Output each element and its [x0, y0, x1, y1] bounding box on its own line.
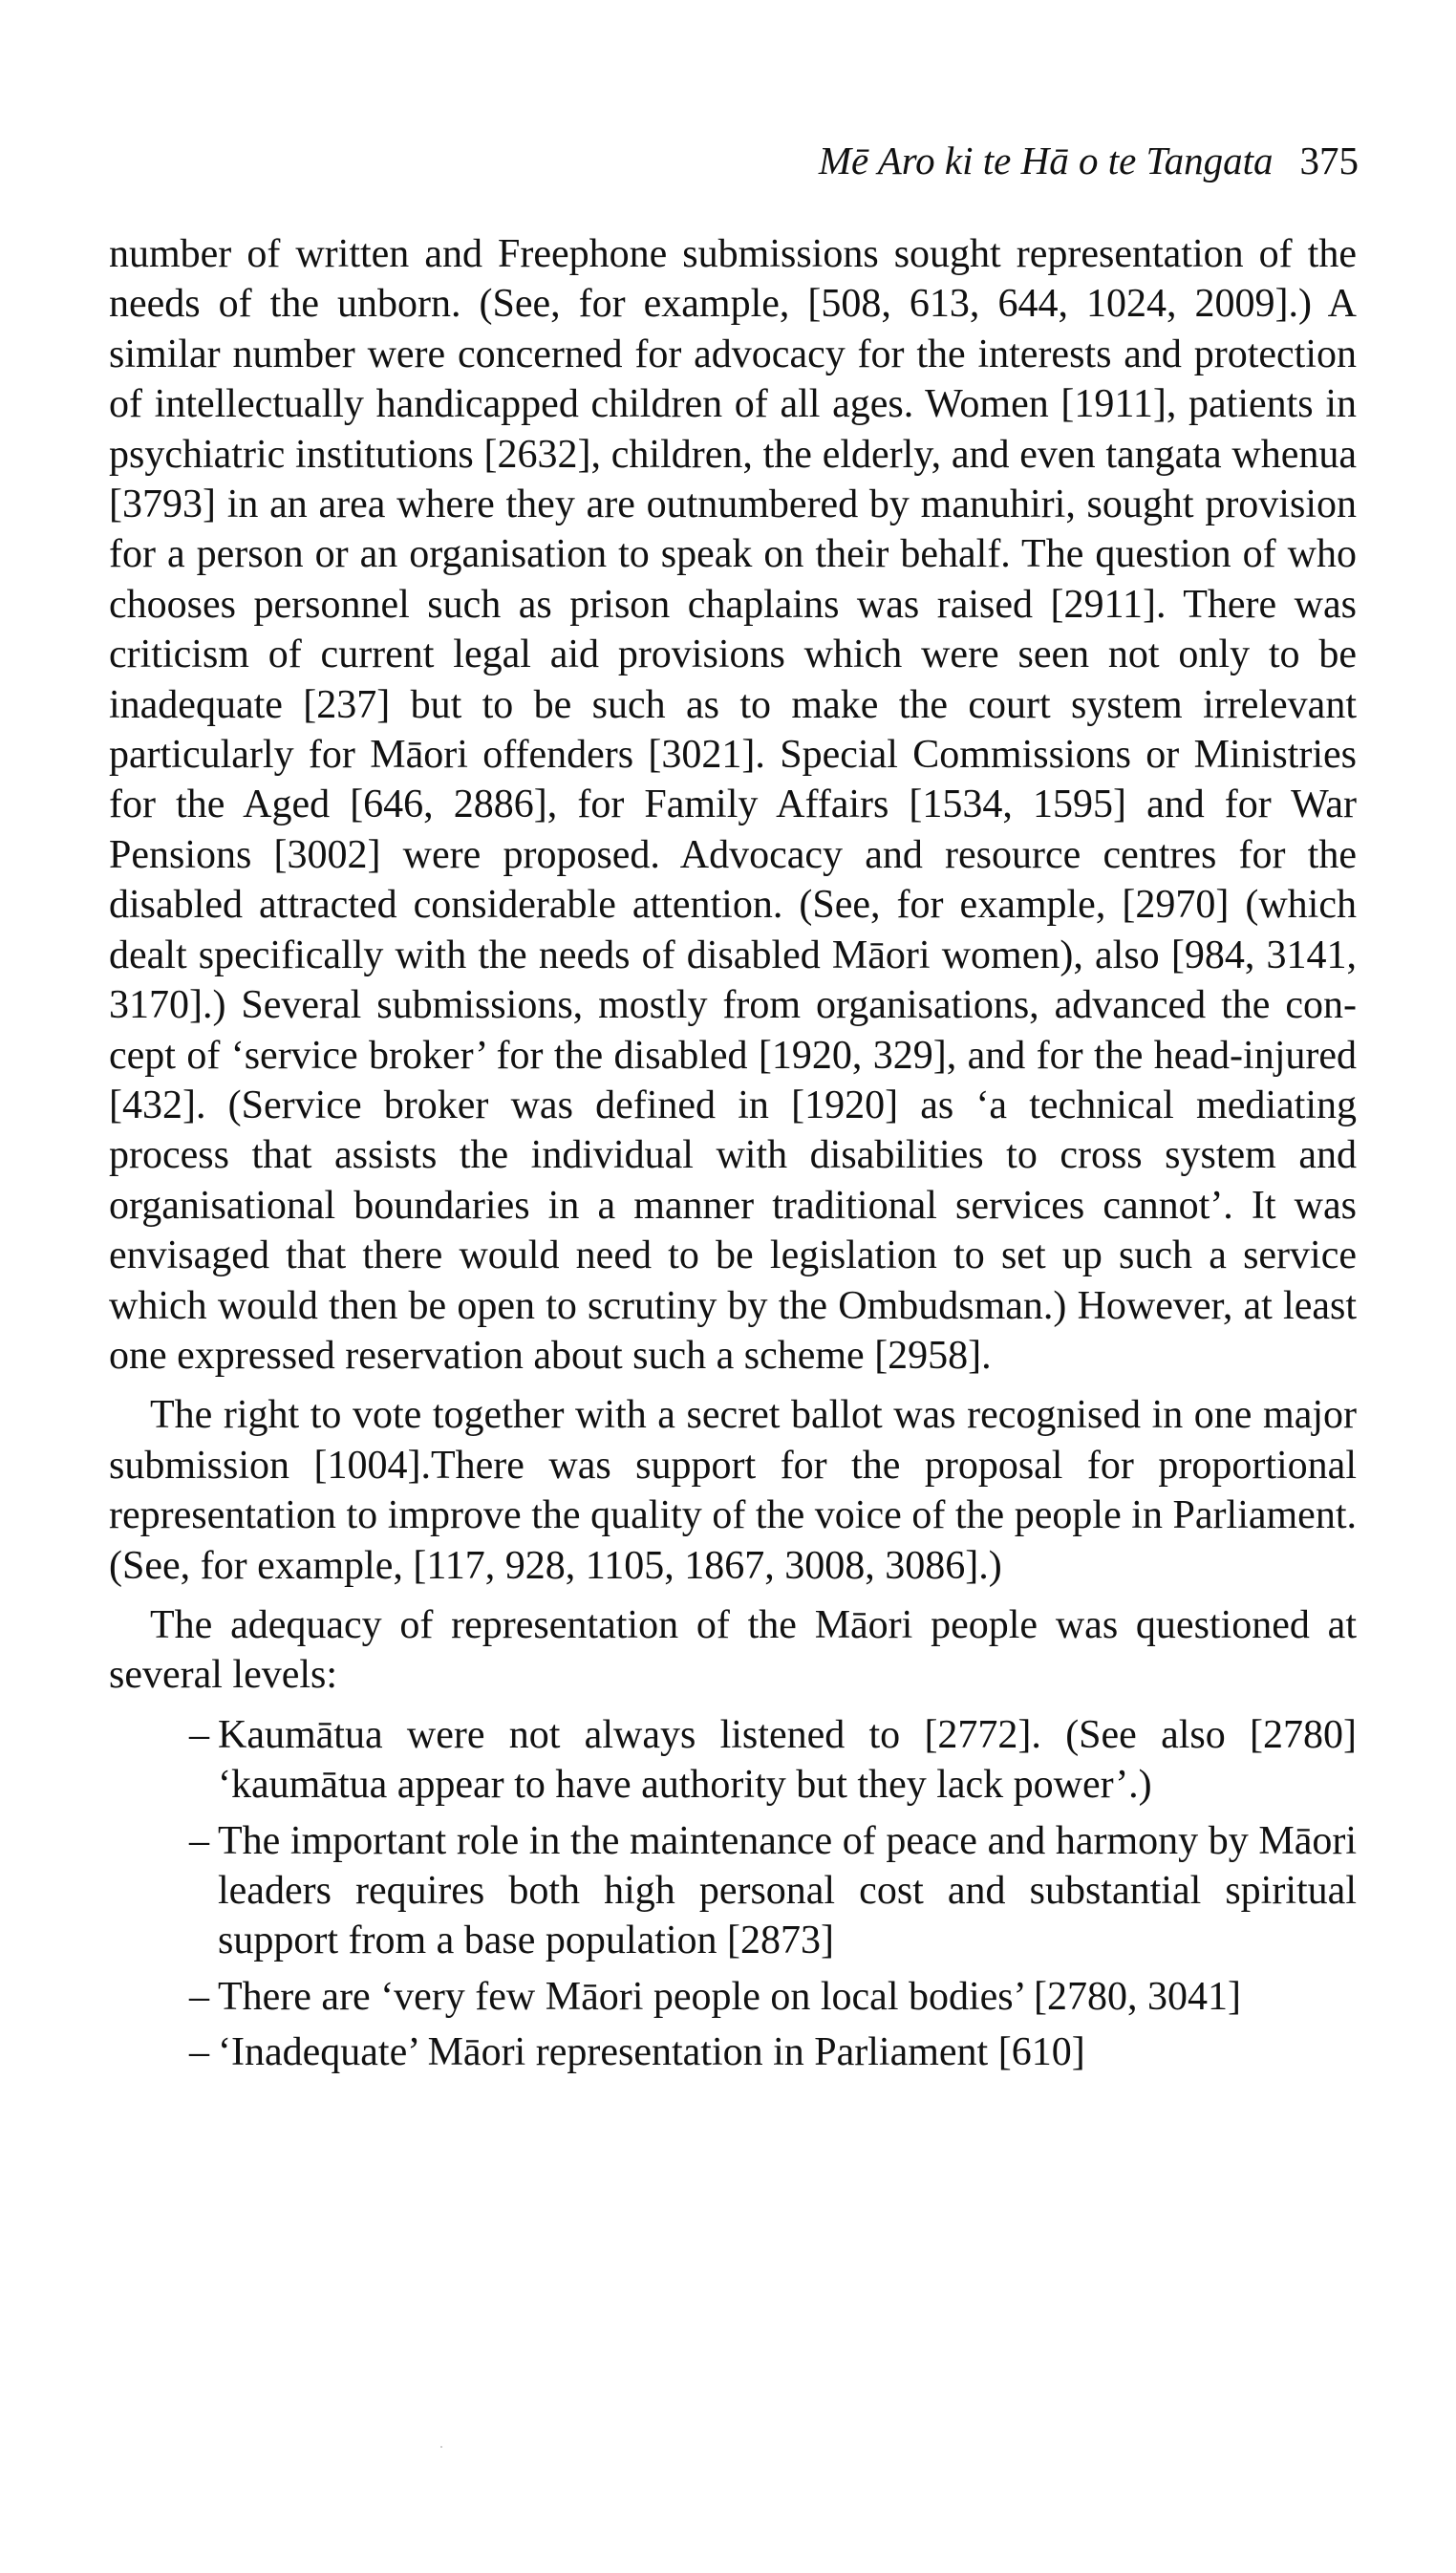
scan-speck: [440, 2446, 442, 2448]
page-number: 375: [1299, 139, 1359, 182]
paragraph-representation-advocacy: number of written and Freephone submissions sought representation of the needs of the unborn. (See, for example, [508, 613, 644, 1024, 2009].) A similar number were concerned for advocacy for the interests and protection of intellectually handicapped children of all ages. Women [1911], patients in psychiatric institutions [2632], children, the elderly, and even tangata whenua [3793] in an area where they are outnumbered by manuhiri, sought provision for a person or an organisation to speak on their behalf. The question of who chooses personnel such as prison chaplains was raised [2911]. There was criticism of current legal aid provisions which were seen not only to be inadequate [237] but to be such as to make the court system irrelevant particularly for Māori offenders [3021]. Special Commissions or Ministries for the Aged [646, 2886], for Family Affairs [1534, 1595] and for War Pensions [3002] were proposed. Advocacy and resource centres for the disabled attracted considerable attention. (See, for example, [2970] (which dealt specifically with the needs of disabled Māori women), also [984, 3141, 3170].) Several submissions, mostly from organisations, advanced the concept of ‘service broker’ for the disabled [1920, 329], and for the head-injured [432]. (Service broker was defined in [1920] as ‘a technical mediating process that assists the individual with disabilities to cross system and organisational boundaries in a manner traditional services cannot’. It was envisaged that there would need to be legislation to set up such a service which would then be open to scrutiny by the Ombudsman.) However, at least one expressed reservation about such a scheme [2958].: [109, 232, 1357, 1378]
list-item: – The important role in the maintenance of peace and harmony by Māori leaders requires both high personal cost and substantial spiritual support from a base population [2873]: [189, 1816, 1357, 1966]
list-item: – There are ‘very few Māori people on local bodies’ [2780, 3041]: [189, 1972, 1357, 2022]
paragraph-maori-representation: The adequacy of representation of the Māori people was questioned at several levels:: [109, 1602, 1357, 1698]
paragraph-right-to-vote: The right to vote together with a secret ballot was recognised in one major submission [1004].There was support for the proposal for proportional representation to improve the quality of the voice of the people in Parliament. (See, for example, [117, 928, 1105, 1867, 3008, 3086].): [109, 1393, 1357, 1588]
running-title: Mē Aro ki te Hā o te Tangata: [818, 139, 1274, 182]
running-header: [819, 141, 1359, 181]
maori-representation-list: [109, 1710, 1357, 2078]
list-item: – Kaumātua were not always listened to [2772]. (See also [2780] ‘kaumātua appear to have authority but they lack power’.): [189, 1710, 1357, 1811]
page-body: [109, 229, 1357, 2084]
list-item: – ‘Inadequate’ Māori representation in Parliament [610]: [189, 2027, 1357, 2077]
